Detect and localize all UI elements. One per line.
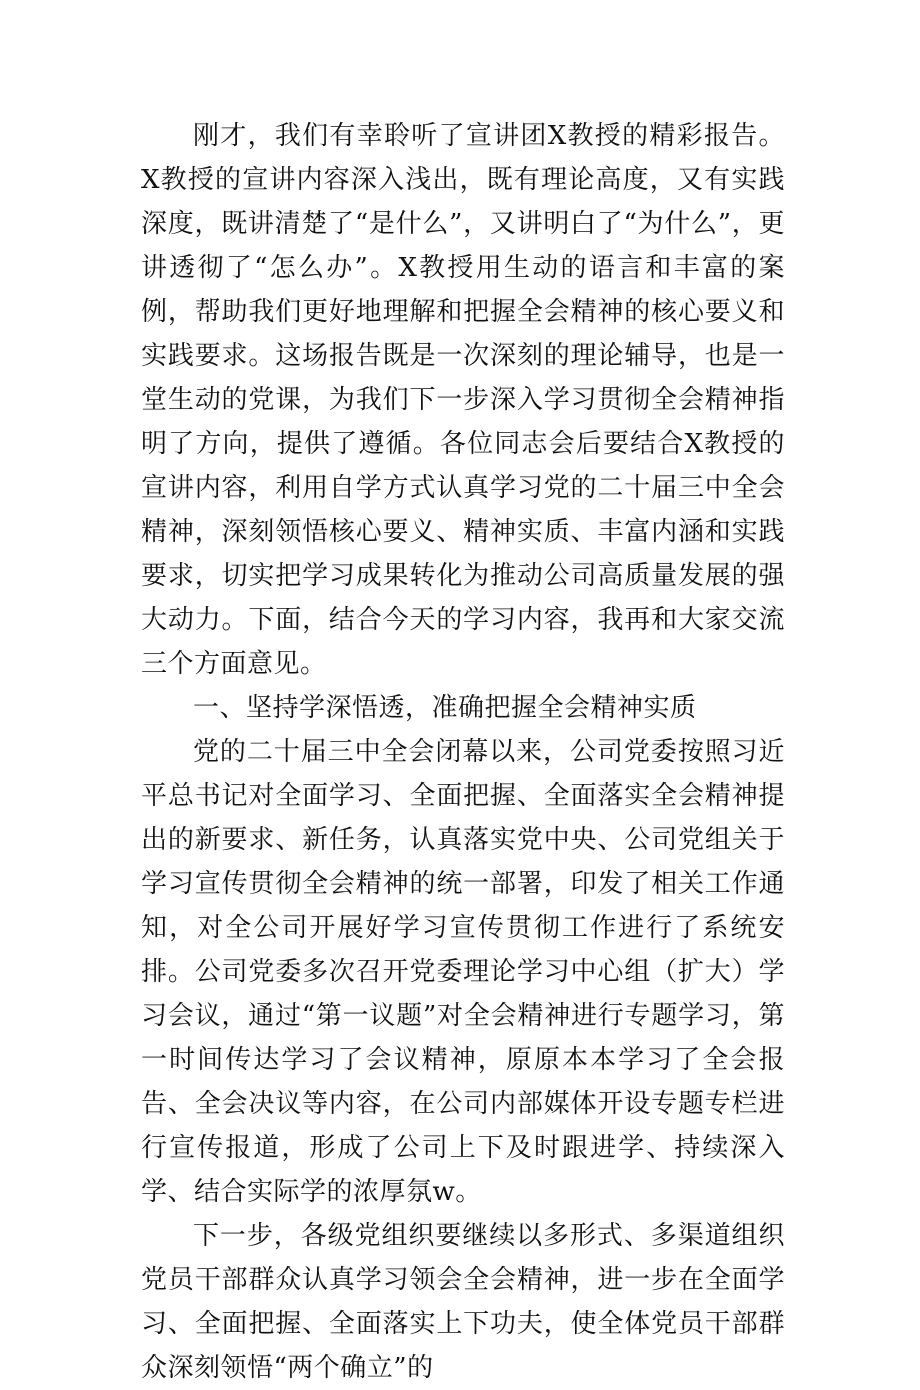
paragraph-next-step: 下一步，各级党组织要继续以多形式、多渠道组织党员干部群众认真学习领会全会精神，进一步在全面学习、全面把握、全面落实上下功夫，使全体党员干部群众深刻领悟“两个确立”的	[141, 1221, 785, 1383]
paragraph-intro: 刚才，我们有幸聆听了宣讲团X教授的精彩报告。X教授的宣讲内容深入浅出，既有理论高度，又有实践深度，既讲清楚了“是什么”，又讲明白了“为什么”，更讲透彻了“怎么办”。X教授用生动的语言和丰富的案例，帮助我们更好地理解和把握全会精神的核心要义和实践要求。这场报告既是一次深刻的理论辅导，也是一堂生动的党课，为我们下一步深入学习贯彻全会精神指明了方向，提供了遵循。各位同志会后要结合X教授的宣讲内容，利用自学方式认真学习党的二十届三中全会精神，深刻领悟核心要义、精神实质、丰富内涵和实践要求，切实把学习成果转化为推动公司高质量发展的强大动力。下面，结合今天的学习内容，我再和大家交流三个方面意见。	[141, 121, 785, 679]
section-heading-1: 一、坚持学深悟透，准确把握全会精神实质	[193, 693, 697, 723]
paragraph-section-1: 党的二十届三中全会闭幕以来，公司党委按照习近平总书记对全面学习、全面把握、全面落实全会精神提出的新要求、新任务，认真落实党中央、公司党组关于学习宣传贯彻全会精神的统一部署，印发了相关工作通知，对全公司开展好学习宣传贯彻工作进行了系统安排。公司党委多次召开党委理论学习中心组（扩大）学习会议，通过“第一议题”对全会精神进行专题学习，第一时间传达学习了会议精神，原原本本学习了全会报告、全会决议等内容，在公司内部媒体开设专题专栏进行宣传报道，形成了公司上下及时跟进学、持续深入学、结合实际学的浓厚氛w。	[141, 737, 785, 1207]
document-body	[141, 114, 785, 1390]
